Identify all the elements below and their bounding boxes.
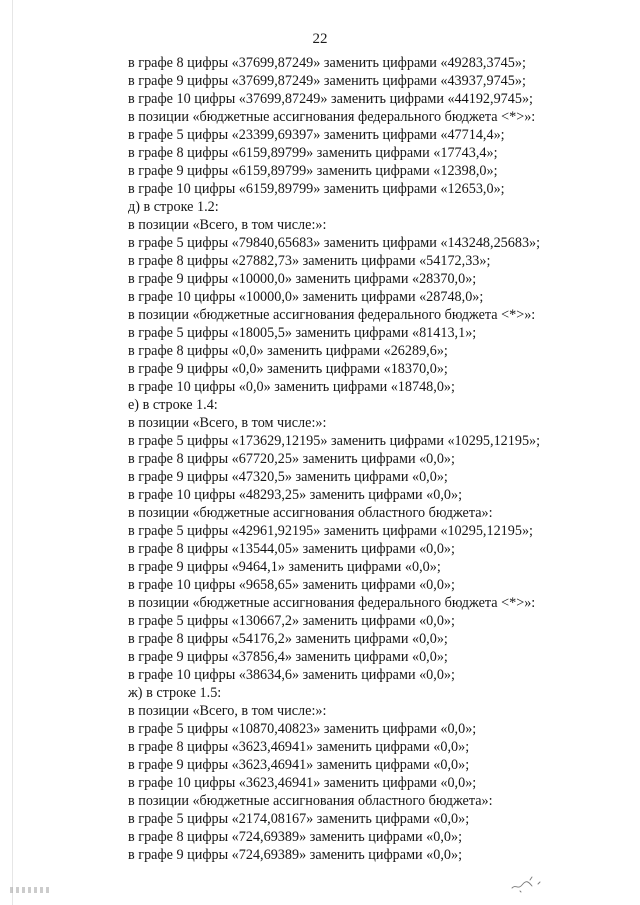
signature-mark [508, 872, 548, 894]
scan-edge-mark [10, 880, 62, 890]
page-number: 22 [312, 31, 328, 47]
text-line: в графе 8 цифры «37699,87249» заменить цифрами «49283,3745»; [128, 55, 526, 71]
text-line: в графе 10 цифры «0,0» заменить цифрами «18748,0»; [128, 379, 455, 395]
text-line: в графе 10 цифры «37699,87249» заменить цифрами «44192,9745»; [128, 91, 533, 107]
text-line: в графе 8 цифры «54176,2» заменить цифрами «0,0»; [128, 631, 448, 647]
text-line: в графе 9 цифры «9464,1» заменить цифрами «0,0»; [128, 559, 441, 575]
text-line: в графе 8 цифры «27882,73» заменить цифрами «54172,33»; [128, 253, 491, 269]
section-heading: ж) в строке 1.5: [128, 685, 222, 701]
text-line: в позиции «бюджетные ассигнования федерального бюджета <*>»: [128, 307, 536, 323]
document-body [128, 54, 598, 864]
text-line: в графе 8 цифры «0,0» заменить цифрами «26289,6»; [128, 343, 448, 359]
text-line: в графе 9 цифры «6159,89799» заменить цифрами «12398,0»; [128, 163, 498, 179]
text-line: в графе 10 цифры «10000,0» заменить цифрами «28748,0»; [128, 289, 484, 305]
text-line: в графе 5 цифры «130667,2» заменить цифрами «0,0»; [128, 613, 455, 629]
text-line: в графе 5 цифры «18005,5» заменить цифрами «81413,1»; [128, 325, 477, 341]
text-line: в графе 9 цифры «37699,87249» заменить цифрами «43937,9745»; [128, 73, 526, 89]
text-line: в графе 10 цифры «9658,65» заменить цифрами «0,0»; [128, 577, 455, 593]
text-line: в графе 5 цифры «2174,08167» заменить цифрами «0,0»; [128, 811, 470, 827]
text-line: в графе 5 цифры «79840,65683» заменить цифрами «143248,25683»; [128, 235, 541, 251]
text-line: в позиции «Всего, в том числе:»: [128, 217, 327, 233]
text-line: в графе 10 цифры «6159,89799» заменить цифрами «12653,0»; [128, 181, 505, 197]
text-line: в позиции «бюджетные ассигнования областного бюджета»: [128, 793, 493, 809]
text-line: в графе 5 цифры «173629,12195» заменить цифрами «10295,12195»; [128, 433, 541, 449]
text-line: в позиции «бюджетные ассигнования областного бюджета»: [128, 505, 493, 521]
text-line: в позиции «Всего, в том числе:»: [128, 703, 327, 719]
text-line: в графе 9 цифры «10000,0» заменить цифрами «28370,0»; [128, 271, 477, 287]
section-heading: д) в строке 1.2: [128, 199, 219, 215]
text-line: в позиции «бюджетные ассигнования федерального бюджета <*>»: [128, 109, 536, 125]
text-line: в позиции «Всего, в том числе:»: [128, 415, 327, 431]
text-line: в графе 8 цифры «67720,25» заменить цифрами «0,0»; [128, 451, 455, 467]
text-line: в графе 10 цифры «48293,25» заменить цифрами «0,0»; [128, 487, 463, 503]
text-line: в графе 8 цифры «13544,05» заменить цифрами «0,0»; [128, 541, 455, 557]
text-line: в графе 5 цифры «42961,92195» заменить цифрами «10295,12195»; [128, 523, 533, 539]
text-line: в графе 9 цифры «0,0» заменить цифрами «18370,0»; [128, 361, 448, 377]
text-line: в графе 5 цифры «10870,40823» заменить цифрами «0,0»; [128, 721, 477, 737]
text-line: в графе 9 цифры «37856,4» заменить цифрами «0,0»; [128, 649, 448, 665]
section-heading: е) в строке 1.4: [128, 397, 218, 413]
text-line: в графе 8 цифры «6159,89799» заменить цифрами «17743,4»; [128, 145, 498, 161]
scan-edge-line [12, 0, 13, 905]
text-line: в графе 9 цифры «47320,5» заменить цифрами «0,0»; [128, 469, 448, 485]
text-line: в графе 9 цифры «724,69389» заменить цифрами «0,0»; [128, 847, 463, 863]
text-line: в графе 10 цифры «3623,46941» заменить цифрами «0,0»; [128, 775, 477, 791]
text-line: в графе 8 цифры «3623,46941» заменить цифрами «0,0»; [128, 739, 470, 755]
text-line: в графе 5 цифры «23399,69397» заменить цифрами «47714,4»; [128, 127, 505, 143]
text-line: в графе 8 цифры «724,69389» заменить цифрами «0,0»; [128, 829, 463, 845]
text-line: в графе 10 цифры «38634,6» заменить цифрами «0,0»; [128, 667, 455, 683]
text-line: в позиции «бюджетные ассигнования федерального бюджета <*>»: [128, 595, 536, 611]
text-line: в графе 9 цифры «3623,46941» заменить цифрами «0,0»; [128, 757, 470, 773]
